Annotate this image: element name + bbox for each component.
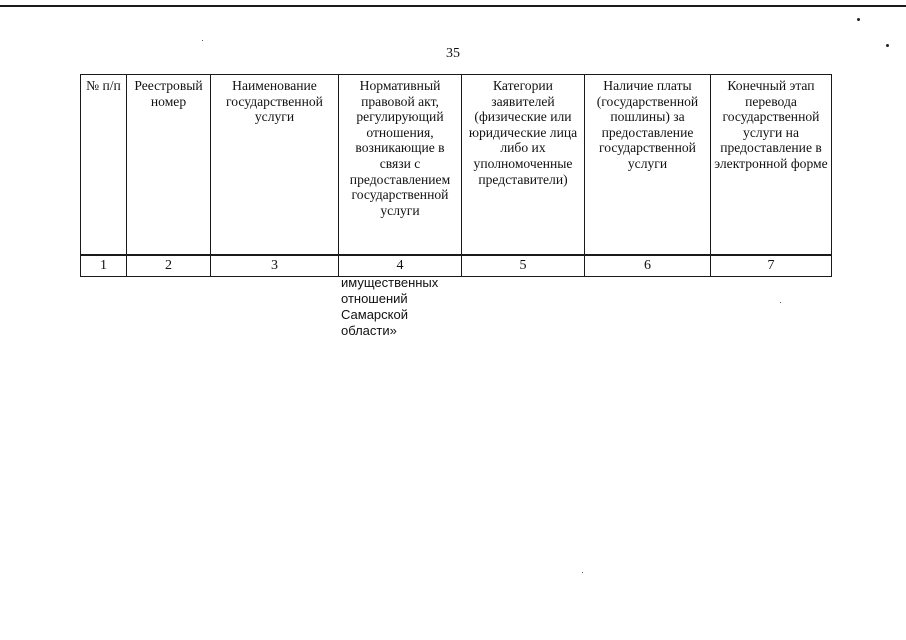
- column-number-row: [81, 255, 832, 277]
- header-registry-number: Реестровый номер: [127, 75, 211, 256]
- header-service-name: Наименование государственной услуги: [211, 75, 339, 256]
- header-fee: Наличие платы (государственной пошлины) за предоставление государственной услуги: [585, 75, 711, 256]
- column-number-cell: 6: [585, 255, 711, 277]
- column-number-cell: 1: [81, 255, 127, 277]
- top-border-line: [0, 5, 906, 7]
- scan-speck: [780, 302, 781, 303]
- continued-legal-act-text: [341, 275, 471, 339]
- column-number-cell: 4: [339, 255, 462, 277]
- continued-text-line: имущественных: [341, 275, 439, 290]
- header-applicant-categories: Категории заявителей (физические или юридические лица либо их уполномоченные представители): [462, 75, 585, 256]
- header-final-stage: Конечный этап перевода государственной услуги на предоставление в электронной форме: [711, 75, 832, 256]
- scan-speck: [886, 44, 889, 47]
- page-number: 35: [446, 46, 460, 61]
- header-legal-act: Нормативный правовой акт, регулирующий отношения, возникающие в связи с предоставлением государственной услуги: [339, 75, 462, 256]
- services-registry-table: [80, 74, 832, 277]
- column-number-cell: 2: [127, 255, 211, 277]
- header-item-number: № п/п: [81, 75, 127, 256]
- continued-text-line: отношений: [341, 291, 408, 306]
- table-header-row: [81, 75, 832, 256]
- column-number-cell: 3: [211, 255, 339, 277]
- scan-speck: [202, 40, 203, 41]
- column-number-cell: 5: [462, 255, 585, 277]
- continued-text-line: Самарской: [341, 307, 408, 322]
- column-number-cell: 7: [711, 255, 832, 277]
- continued-text-line: области»: [341, 323, 397, 338]
- scan-speck: [857, 18, 860, 21]
- scan-speck: [582, 572, 583, 573]
